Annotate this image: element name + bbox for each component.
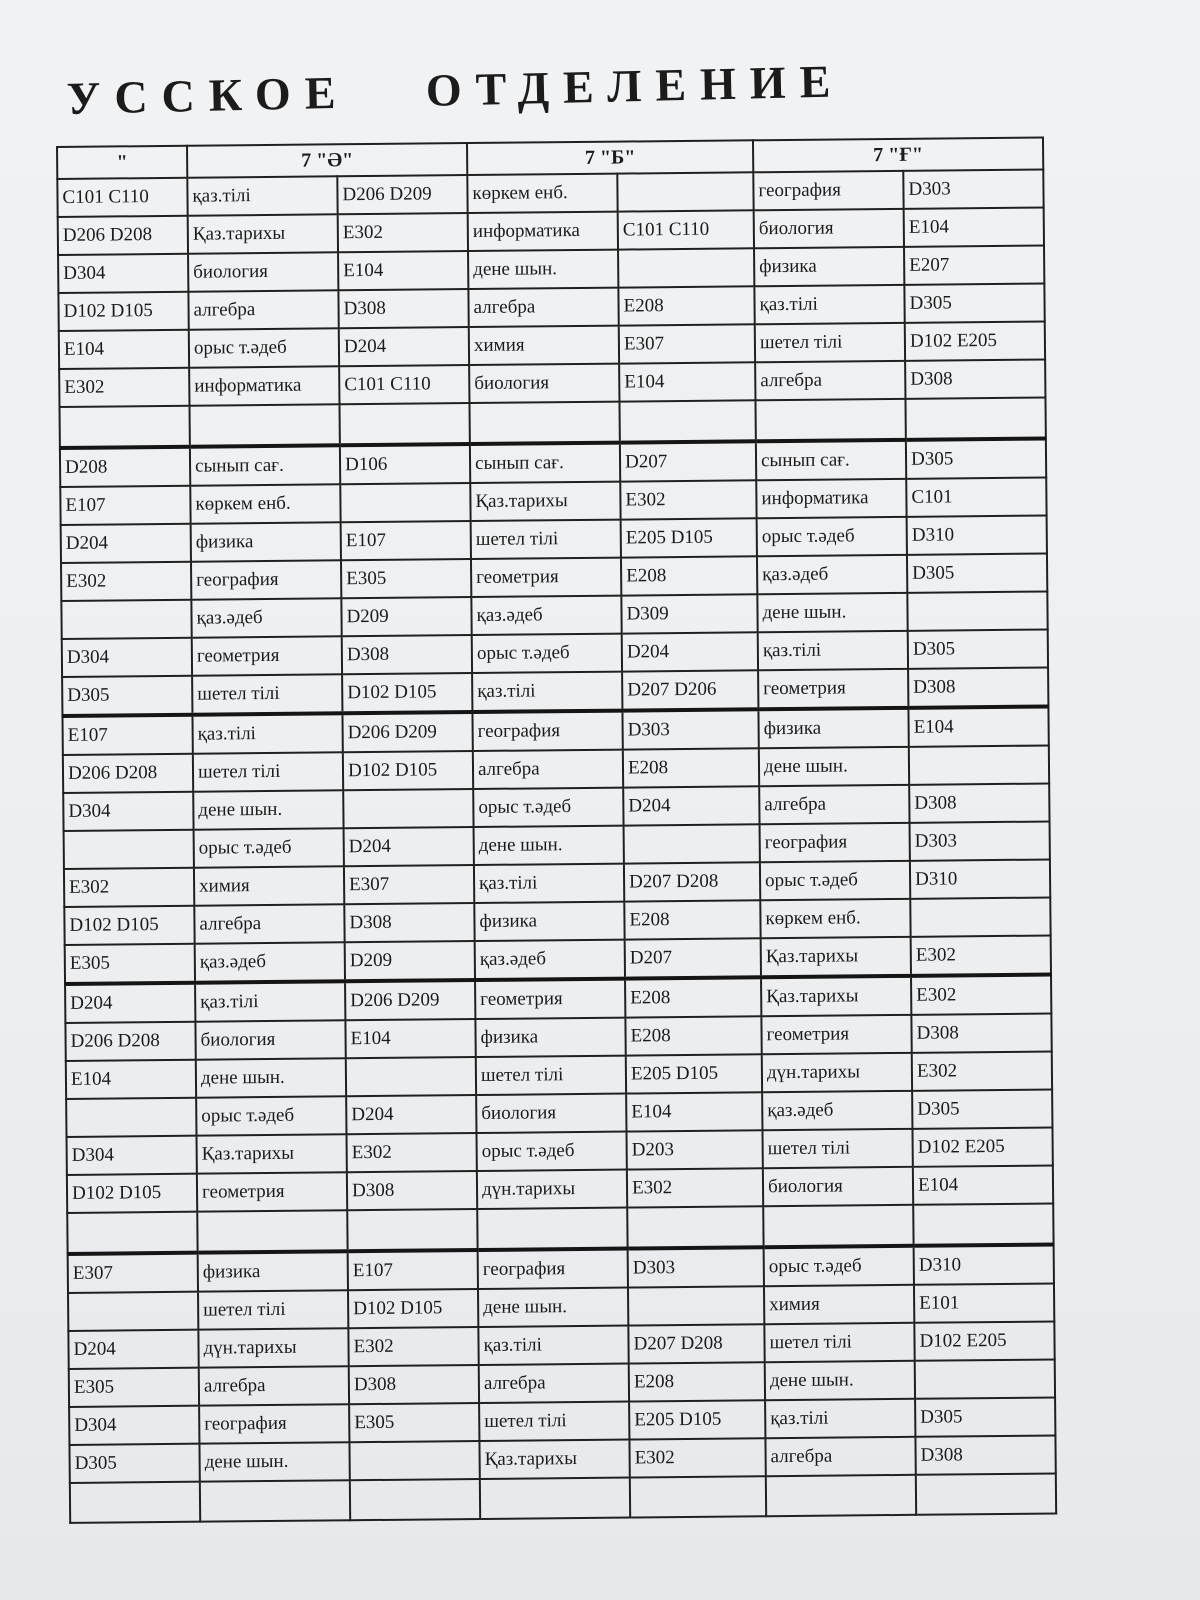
room-cell: D204	[68, 1330, 198, 1369]
room-cell	[66, 1098, 196, 1137]
room-cell	[67, 1212, 197, 1254]
subject-cell: география	[760, 823, 910, 862]
subject-cell: қаз.тілі	[478, 1326, 628, 1365]
room-cell: E302	[59, 368, 189, 407]
room-cell: E305	[69, 1368, 199, 1407]
subject-cell	[197, 1210, 347, 1252]
subject-cell	[763, 1205, 913, 1247]
subject-cell: информатика	[189, 366, 339, 405]
subject-cell: шетел тілі	[476, 1056, 626, 1095]
room-cell	[347, 1209, 477, 1251]
room-cell: E107	[60, 486, 190, 525]
subject-cell: дене шын.	[765, 1361, 915, 1400]
subject-cell: шетел тілі	[471, 520, 621, 559]
subject-cell: алгебра	[468, 288, 618, 327]
room-cell: E302	[627, 1168, 763, 1207]
room-cell: D209	[345, 941, 475, 981]
room-cell: E101	[914, 1283, 1054, 1322]
subject-cell: қаз.тілі	[758, 631, 908, 670]
room-cell: D305	[907, 554, 1047, 593]
room-cell: D206 D209	[342, 712, 472, 752]
subject-cell: география	[191, 560, 341, 599]
subject-cell: орыс т.әдеб	[477, 1132, 627, 1171]
subject-cell: орыс т.әдеб	[760, 861, 910, 900]
room-cell: C101	[906, 478, 1046, 517]
subject-cell: география	[199, 1404, 349, 1443]
subject-cell: қаз.әдеб	[475, 940, 625, 980]
subject-cell: биология	[763, 1167, 913, 1206]
table-row	[70, 1473, 1056, 1522]
room-cell: D310	[907, 516, 1047, 555]
room-cell: D303	[628, 1247, 764, 1287]
room-cell	[346, 1057, 476, 1096]
subject-cell	[189, 404, 339, 446]
room-cell: D310	[910, 859, 1050, 898]
room-cell: E104	[66, 1060, 196, 1099]
subject-cell: көркем енб.	[190, 484, 340, 523]
room-cell	[61, 600, 191, 639]
room-cell: D303	[903, 170, 1043, 209]
room-cell	[343, 789, 473, 828]
subject-cell: қаз.тілі	[472, 672, 622, 712]
subject-cell: биология	[195, 1020, 345, 1059]
room-cell	[60, 406, 190, 448]
room-cell: E205 D105	[621, 518, 757, 557]
room-cell: D204	[623, 786, 759, 825]
room-cell	[627, 1206, 763, 1248]
schedule-table-wrapper	[56, 137, 1055, 1524]
subject-cell: орыс т.әдеб	[473, 788, 623, 827]
subject-cell: шетел тілі	[479, 1402, 629, 1441]
room-cell: D308	[347, 1171, 477, 1210]
room-cell: D305	[69, 1444, 199, 1483]
room-cell: E104	[338, 251, 468, 290]
subject-cell	[470, 402, 620, 444]
subject-cell: дене шын.	[478, 1288, 628, 1327]
room-cell: E302	[629, 1438, 765, 1477]
room-cell: E208	[625, 977, 761, 1017]
room-cell: D308	[915, 1435, 1055, 1474]
room-cell: E104	[59, 330, 189, 369]
subject-cell: география	[478, 1249, 628, 1289]
room-cell: D102 D105	[348, 1289, 478, 1328]
subject-cell: Қаз.тарихы	[479, 1440, 629, 1479]
subject-cell: қаз.әдеб	[191, 598, 341, 637]
room-cell: E302	[348, 1327, 478, 1366]
subject-cell: физика	[198, 1251, 348, 1291]
room-cell: D203	[627, 1130, 763, 1169]
room-cell: E307	[619, 324, 755, 363]
subject-cell: алгебра	[479, 1364, 629, 1403]
subject-cell: қаз.тілі	[192, 713, 342, 753]
room-cell: E208	[625, 1016, 761, 1055]
room-cell: C101 C110	[618, 210, 754, 249]
room-cell: E208	[629, 1362, 765, 1401]
room-cell: D207	[620, 441, 756, 481]
subject-cell: алгебра	[759, 785, 909, 824]
room-cell: E104	[904, 208, 1044, 247]
subject-cell: дүн.тарихы	[762, 1053, 912, 1092]
room-cell: D304	[62, 638, 192, 677]
subject-cell: геометрия	[192, 636, 342, 675]
room-cell: E305	[349, 1403, 479, 1442]
subject-cell: шетел тілі	[762, 1129, 912, 1168]
room-cell: D206 D209	[337, 175, 467, 214]
subject-cell: химия	[764, 1285, 914, 1324]
subject-cell: геометрия	[758, 669, 908, 709]
room-cell: D305	[908, 630, 1048, 669]
room-cell: D206 D209	[345, 980, 475, 1020]
room-cell: D204	[65, 983, 195, 1023]
room-cell: E302	[911, 974, 1051, 1014]
subject-cell	[766, 1475, 916, 1516]
subject-cell	[200, 1480, 350, 1521]
subject-cell: дене шын.	[193, 790, 343, 829]
subject-cell: Қаз.тарихы	[188, 214, 338, 253]
room-cell	[64, 830, 194, 869]
subject-cell: алгебра	[765, 1437, 915, 1476]
room-cell: D304	[69, 1406, 199, 1445]
subject-cell: қаз.әдеб	[471, 596, 621, 635]
room-cell: E104	[908, 706, 1048, 746]
room-cell: E205 D105	[629, 1400, 765, 1439]
room-cell	[913, 1203, 1053, 1245]
room-cell: D304	[58, 254, 188, 293]
room-cell: E107	[341, 521, 471, 560]
subject-cell	[480, 1478, 630, 1519]
subject-cell: физика	[474, 902, 624, 941]
subject-cell: физика	[754, 247, 904, 286]
subject-cell: дене шын.	[468, 250, 618, 289]
subject-cell: Қаз.тарихы	[761, 976, 911, 1016]
subject-cell: дене шын.	[757, 593, 907, 632]
subject-cell: алгебра	[199, 1366, 349, 1405]
subject-cell: география	[472, 711, 622, 751]
room-cell: D106	[340, 444, 470, 484]
subject-cell: қаз.тілі	[474, 864, 624, 903]
room-cell: E208	[621, 556, 757, 595]
room-cell: E107	[62, 715, 192, 755]
room-cell: D304	[63, 792, 193, 831]
subject-cell: қаз.тілі	[187, 176, 337, 215]
subject-cell: орыс т.әдеб	[194, 828, 344, 867]
room-cell: E104	[913, 1165, 1053, 1204]
subject-cell: алгебра	[194, 904, 344, 943]
header-class-7a: 7 "Ә"	[187, 143, 467, 178]
room-cell: D204	[61, 524, 191, 563]
room-cell: D309	[621, 594, 757, 633]
schedule-body	[57, 170, 1056, 1523]
room-cell: E208	[623, 748, 759, 787]
room-cell: E302	[912, 1051, 1052, 1090]
subject-cell: геометрия	[475, 979, 625, 1019]
subject-cell	[477, 1208, 627, 1250]
room-cell: D102 E205	[912, 1127, 1052, 1166]
room-cell	[349, 1441, 479, 1480]
room-cell: D303	[910, 821, 1050, 860]
subject-cell: қаз.тілі	[765, 1399, 915, 1438]
room-cell: E104	[619, 362, 755, 401]
room-cell: D207 D208	[624, 862, 760, 901]
subject-cell: шетел тілі	[755, 323, 905, 362]
room-cell: D102 D105	[343, 751, 473, 790]
room-cell: E104	[345, 1019, 475, 1058]
room-cell: D305	[62, 676, 192, 716]
room-cell: D305	[915, 1397, 1055, 1436]
room-cell: D308	[911, 1013, 1051, 1052]
room-cell	[915, 1359, 1055, 1398]
room-cell	[905, 398, 1045, 440]
room-cell	[339, 403, 469, 445]
room-cell: D304	[67, 1136, 197, 1175]
subject-cell: дүн.тарихы	[198, 1328, 348, 1367]
room-cell: E307	[344, 865, 474, 904]
subject-cell: қаз.тілі	[195, 981, 345, 1021]
room-cell	[916, 1473, 1056, 1514]
subject-cell: көркем енб.	[467, 174, 617, 213]
room-cell	[624, 824, 760, 863]
room-cell: E305	[65, 944, 195, 984]
subject-cell: геометрия	[471, 558, 621, 597]
room-cell: D305	[904, 284, 1044, 323]
subject-cell: дене шын.	[196, 1058, 346, 1097]
subject-cell: дене шын.	[474, 826, 624, 865]
subject-cell: Қаз.тарихы	[470, 482, 620, 521]
room-cell	[617, 172, 753, 211]
room-cell: D206 D208	[58, 216, 188, 255]
subject-cell: қаз.тілі	[754, 285, 904, 324]
subject-cell: алгебра	[755, 361, 905, 400]
room-cell: E307	[68, 1253, 198, 1293]
subject-cell: сынып сағ.	[190, 445, 340, 485]
room-cell: D102 D105	[64, 906, 194, 945]
room-cell: E302	[620, 480, 756, 519]
subject-cell: Қаз.тарихы	[197, 1134, 347, 1173]
room-cell: E208	[618, 286, 754, 325]
subject-cell: қаз.әдеб	[757, 555, 907, 594]
room-cell: D303	[622, 709, 758, 749]
room-cell: E208	[624, 900, 760, 939]
subject-cell: орыс т.әдеб	[764, 1246, 914, 1286]
room-cell: D209	[341, 597, 471, 636]
room-cell: D204	[622, 632, 758, 671]
room-cell: D308	[905, 360, 1045, 399]
subject-cell: дене шын.	[759, 747, 909, 786]
room-cell	[68, 1292, 198, 1331]
subject-cell: Қаз.тарихы	[761, 937, 911, 977]
room-cell	[628, 1286, 764, 1325]
room-cell: D207 D208	[628, 1324, 764, 1363]
room-cell: D206 D208	[65, 1022, 195, 1061]
subject-cell: дене шын.	[199, 1442, 349, 1481]
subject-cell: биология	[469, 364, 619, 403]
subject-cell: қаз.әдеб	[195, 942, 345, 982]
subject-cell: геометрия	[197, 1172, 347, 1211]
room-cell: D207 D206	[622, 670, 758, 710]
room-cell: D308	[344, 903, 474, 942]
header-cell: "	[57, 146, 187, 179]
subject-cell: биология	[476, 1094, 626, 1133]
room-cell: E205 D105	[626, 1054, 762, 1093]
subject-cell: химия	[469, 326, 619, 365]
room-cell	[340, 483, 470, 522]
room-cell	[910, 897, 1050, 936]
subject-cell: биология	[188, 252, 338, 291]
room-cell: E302	[346, 1133, 476, 1172]
schedule-table	[56, 137, 1057, 1524]
subject-cell: орыс т.әдеб	[472, 634, 622, 673]
subject-cell: орыс т.әдеб	[189, 328, 339, 367]
room-cell	[70, 1482, 200, 1523]
room-cell: E302	[61, 562, 191, 601]
subject-cell: сынып сағ.	[756, 440, 906, 480]
subject-cell: шетел тілі	[764, 1323, 914, 1362]
room-cell: C101 C110	[57, 178, 187, 217]
room-cell	[350, 1479, 480, 1520]
room-cell: D207	[625, 938, 761, 978]
room-cell	[909, 745, 1049, 784]
room-cell	[618, 248, 754, 287]
subject-cell: шетел тілі	[198, 1290, 348, 1329]
room-cell: E305	[341, 559, 471, 598]
subject-cell: көркем енб.	[760, 899, 910, 938]
subject-cell: физика	[191, 522, 341, 561]
room-cell: E107	[348, 1250, 478, 1290]
room-cell: D308	[909, 783, 1049, 822]
room-cell: D102 E205	[914, 1321, 1054, 1360]
room-cell: D102 D105	[67, 1174, 197, 1213]
header-class-7b: 7 "Б"	[467, 140, 753, 175]
room-cell: D208	[60, 447, 190, 487]
subject-cell	[755, 399, 905, 441]
room-cell	[630, 1476, 766, 1517]
room-cell: D305	[912, 1089, 1052, 1128]
room-cell: D102 D105	[58, 292, 188, 331]
room-cell: C101 C110	[339, 365, 469, 404]
subject-cell: дүн.тарихы	[477, 1170, 627, 1209]
room-cell: D206 D208	[63, 754, 193, 793]
room-cell: D308	[342, 635, 472, 674]
subject-cell: алгебра	[473, 750, 623, 789]
room-cell: D102 E205	[905, 322, 1045, 361]
room-cell: D308	[349, 1365, 479, 1404]
subject-cell: орыс т.әдеб	[757, 517, 907, 556]
room-cell: D102 D105	[342, 673, 472, 713]
room-cell: E302	[64, 868, 194, 907]
subject-cell: алгебра	[188, 290, 338, 329]
room-cell: E207	[904, 246, 1044, 285]
room-cell: D308	[338, 289, 468, 328]
subject-cell: физика	[758, 708, 908, 748]
room-cell: D308	[908, 668, 1048, 708]
room-cell: D204	[344, 827, 474, 866]
subject-cell: қаз.әдеб	[762, 1091, 912, 1130]
room-cell: D204	[346, 1095, 476, 1134]
room-cell	[619, 400, 755, 442]
room-cell: E104	[626, 1092, 762, 1131]
subject-cell: шетел тілі	[193, 752, 343, 791]
subject-cell: сынып сағ.	[470, 443, 620, 483]
room-cell: D305	[906, 439, 1046, 479]
subject-cell: биология	[754, 209, 904, 248]
page-title: УССКОЕ ОТДЕЛЕНИЕ	[66, 55, 845, 124]
subject-cell: география	[753, 171, 903, 210]
subject-cell: геометрия	[761, 1015, 911, 1054]
room-cell: D310	[914, 1244, 1054, 1284]
subject-cell: физика	[475, 1018, 625, 1057]
subject-cell: шетел тілі	[192, 674, 342, 714]
room-cell: E302	[338, 213, 468, 252]
room-cell	[907, 592, 1047, 631]
subject-cell: химия	[194, 866, 344, 905]
room-cell: E302	[911, 935, 1051, 975]
subject-cell: информатика	[756, 479, 906, 518]
header-class-7g: 7 "Ғ"	[753, 138, 1043, 173]
subject-cell: орыс т.әдеб	[196, 1096, 346, 1135]
subject-cell: информатика	[468, 212, 618, 251]
room-cell: D204	[339, 327, 469, 366]
